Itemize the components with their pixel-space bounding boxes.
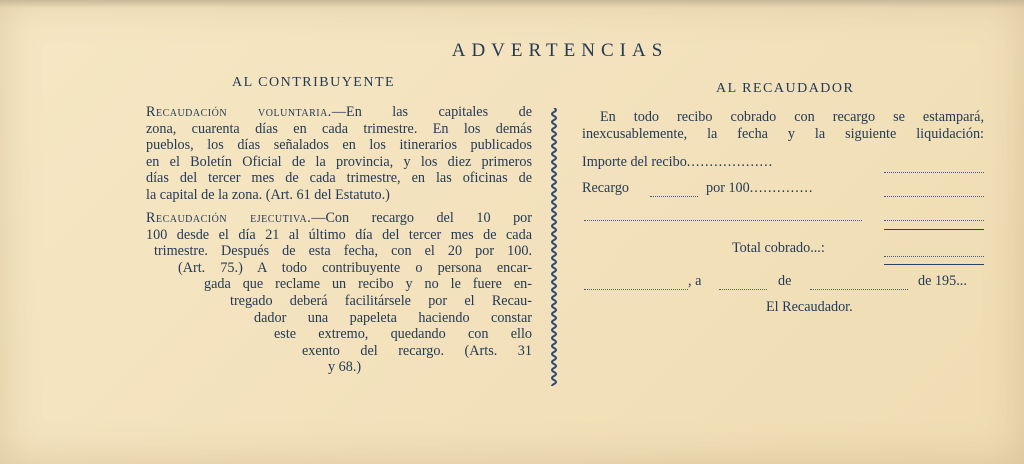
importe-row <box>582 154 773 171</box>
paragraph-line: pueblos, los días señalados en los itinerarios publicados <box>146 137 532 154</box>
por-100-label: por 100 <box>706 180 750 196</box>
contribuyente-heading: AL CONTRIBUYENTE <box>232 75 396 90</box>
dot-leader: .............. <box>749 180 814 196</box>
sum-rule <box>884 229 984 230</box>
paragraph-line: 100 desde el día 21 al último día del tercer mes de cada <box>146 226 532 243</box>
recargo-percent-field[interactable] <box>650 196 698 197</box>
page-title: ADVERTENCIAS <box>451 40 669 61</box>
paragraph-line: dador una papeleta haciendo constar <box>254 309 532 326</box>
recargo-row <box>582 180 629 197</box>
total-label: Total cobrado <box>732 240 811 256</box>
dot-leader: ...: <box>810 240 825 256</box>
paragraph-line: en el Boletín Oficial de la provincia, y los diez primeros <box>146 153 532 170</box>
paragraph-line: exento del recargo. (Arts. 31 <box>302 342 532 359</box>
place-field[interactable] <box>584 289 688 290</box>
concepto-field[interactable] <box>584 220 862 221</box>
recargo-field[interactable] <box>884 196 984 197</box>
paragraph-line: Recaudación voluntaria.—En las capitales de <box>146 104 532 120</box>
total-field[interactable] <box>884 256 984 257</box>
dot-leader: ................... <box>686 154 774 170</box>
voluntaria-label: Recaudación voluntaria. <box>146 104 332 120</box>
paragraph-line: y 68.) <box>328 359 362 376</box>
year-prefix: de 195 <box>918 273 957 289</box>
ejecutiva-label: Recaudación ejecutiva. <box>146 210 312 226</box>
date-a: , a <box>688 273 702 289</box>
recargo-label: Recargo <box>582 180 630 196</box>
paragraph-line: la capital de la zona. (Art. 61 del Estatuto.) <box>146 186 390 203</box>
por-100-row <box>706 180 813 197</box>
signature-label: El Recaudador. <box>766 299 853 315</box>
importe-field[interactable] <box>884 172 984 173</box>
paragraph-line: En todo recibo cobrado con recargo se estampará, <box>600 109 984 125</box>
recaudador-heading: AL RECAUDADOR <box>716 81 855 96</box>
date-year <box>918 273 967 290</box>
recaudador-intro <box>582 109 984 142</box>
day-field[interactable] <box>719 289 767 290</box>
wavy-divider <box>547 108 561 386</box>
ejecutiva-paragraph <box>146 210 532 376</box>
paragraph-line: gada que reclame un recibo y no le fuere en- <box>204 276 532 293</box>
dot-leader: ... <box>956 273 967 289</box>
extra-amount-field[interactable] <box>884 220 984 221</box>
importe-label: Importe del recibo <box>582 154 687 170</box>
paragraph-line: (Art. 75.) A todo contribuyente o persona encar- <box>178 259 532 276</box>
paragraph-line: tregado deberá facilitársele por el Recau- <box>230 292 532 309</box>
paragraph-line: Recaudación ejecutiva.—Con recargo del 10 por <box>146 210 532 226</box>
paragraph-line: inexcusablemente, la fecha y la siguiente liquidación: <box>582 125 984 142</box>
total-row <box>732 240 825 257</box>
total-rule <box>884 264 984 265</box>
voluntaria-paragraph <box>146 104 532 204</box>
paragraph-line: trimestre. Después de esta fecha, con el 20 por 100. <box>154 243 532 260</box>
month-field[interactable] <box>810 289 908 290</box>
paragraph-line: zona, cuarenta días en cada trimestre. En los demás <box>146 120 532 137</box>
paragraph-line: días del tercer mes de cada trimestre, en las oficinas de <box>146 170 532 187</box>
date-de: de <box>778 273 792 289</box>
paragraph-line: este extremo, quedando con ello <box>274 326 532 343</box>
